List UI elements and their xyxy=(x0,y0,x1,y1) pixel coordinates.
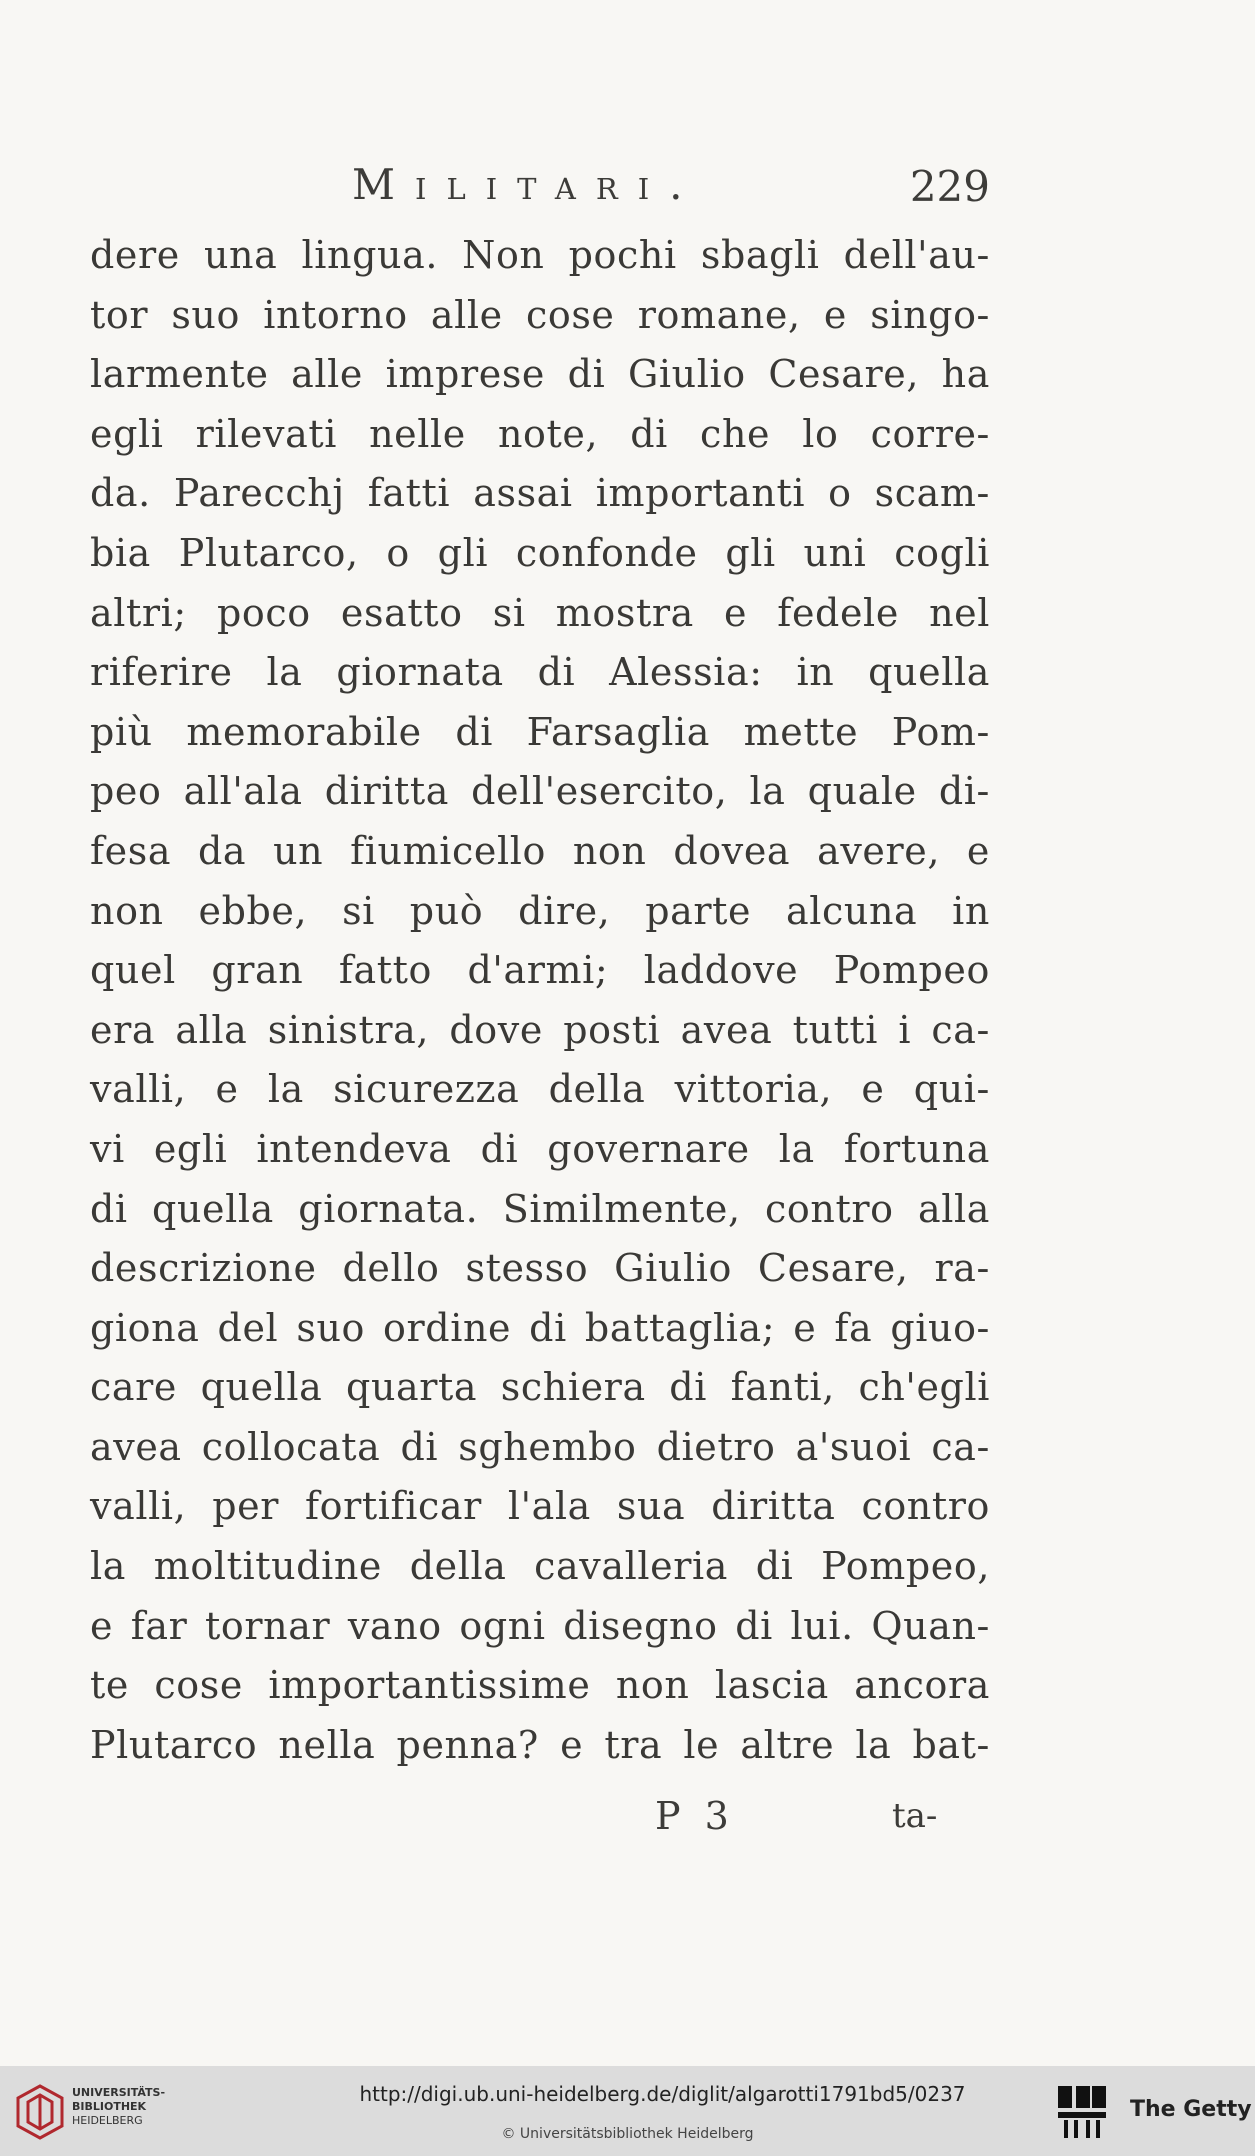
text-line: quel gran fatto d'armi; laddove Pompeo xyxy=(90,948,990,993)
text-line: da. Parecchj fatti assai importanti o scam- xyxy=(90,471,990,516)
text-line: valli, per fortificar l'ala sua diritta contro xyxy=(90,1484,990,1529)
text-line: care quella quarta schiera di fanti, ch'egli xyxy=(90,1365,990,1410)
page-number: 229 xyxy=(909,162,990,211)
copyright-notice: © Universitätsbibliothek Heidelberg xyxy=(501,2126,754,2142)
text-line: riferire la giornata di Alessia: in quella xyxy=(90,650,990,695)
text-line: bia Plutarco, o gli confonde gli uni cogli xyxy=(90,530,990,575)
text-line: altri; poco esatto si mostra e fedele nel xyxy=(90,590,990,635)
running-head: Militari. xyxy=(352,160,703,209)
text-line: vi egli intendeva di governare la fortuna xyxy=(90,1126,990,1171)
getty-logo-icon[interactable] xyxy=(1056,2082,1108,2140)
text-line: la moltitudine della cavalleria di Pompeo, xyxy=(90,1544,990,1589)
text-line: egli rilevati nelle note, di che lo corre- xyxy=(90,411,990,456)
footer-bar xyxy=(0,2066,1255,2156)
text-line: descrizione dello stesso Giulio Cesare, ra- xyxy=(90,1246,990,1291)
institution-line-3: HEIDELBERG xyxy=(72,2114,143,2127)
text-line: giona del suo ordine di battaglia; e fa giuo- xyxy=(90,1305,990,1350)
text-line: larmente alle imprese di Giulio Cesare, ha xyxy=(90,352,990,397)
getty-name[interactable]: The Getty xyxy=(1130,2097,1252,2122)
text-line: più memorabile di Farsaglia mette Pom- xyxy=(90,709,990,754)
text-line: valli, e la sicurezza della vittoria, e qui- xyxy=(90,1067,990,1112)
text-line: peo all'ala diritta dell'esercito, la quale di- xyxy=(90,769,990,814)
text-line: di quella giornata. Similmente, contro alla xyxy=(90,1186,990,1231)
text-line: fesa da un fiumicello non dovea avere, e xyxy=(90,828,990,873)
institution-line-2: BIBLIOTHEK xyxy=(72,2100,147,2113)
body-text xyxy=(90,226,990,1775)
text-line: era alla sinistra, dove posti avea tutti i ca- xyxy=(90,1007,990,1052)
text-line: Plutarco nella penna? e tra le altre la bat- xyxy=(90,1722,990,1767)
text-line: e far tornar vano ogni disegno di lui. Quan- xyxy=(90,1603,990,1648)
text-line: avea collocata di sghembo dietro a'suoi ca- xyxy=(90,1424,990,1469)
permalink-text[interactable]: http://digi.ub.uni-heidelberg.de/diglit/algarotti1791bd5/0237 xyxy=(359,2082,966,2106)
text-line: te cose importantissime non lascia ancora xyxy=(90,1663,990,1708)
catchword: ta- xyxy=(892,1796,938,1836)
signature-mark: P 3 xyxy=(655,1794,735,1838)
text-line: tor suo intorno alle cose romane, e singo- xyxy=(90,292,990,337)
institution-line-1: UNIVERSITÄTS- xyxy=(72,2086,166,2099)
text-line: non ebbe, si può dire, parte alcuna in xyxy=(90,888,990,933)
page-header xyxy=(90,160,990,220)
text-line: dere una lingua. Non pochi sbagli dell'au- xyxy=(90,233,990,277)
